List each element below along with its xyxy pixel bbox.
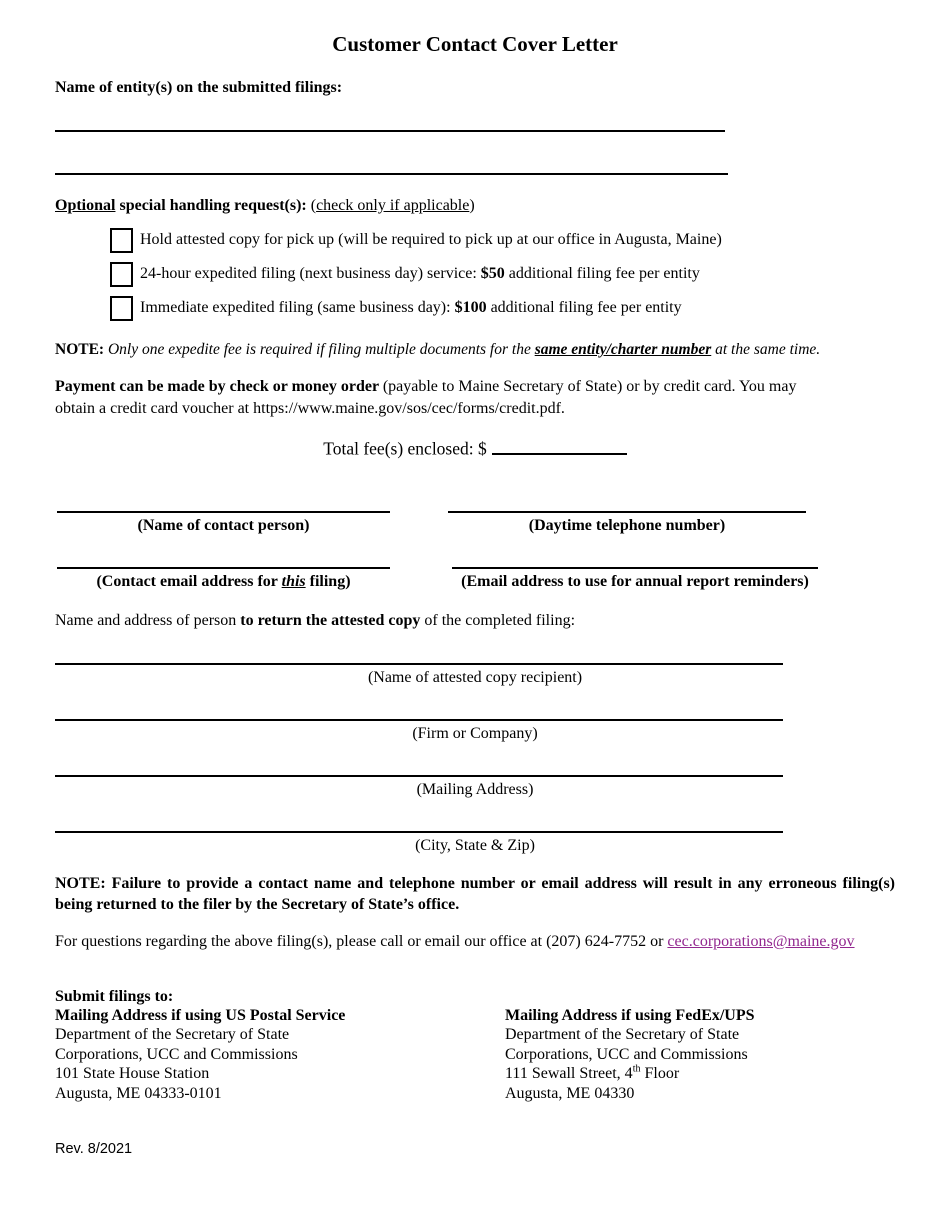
- attested-copy-intro: Name and address of person to return the attested copy of the completed filing:: [55, 611, 576, 629]
- payment-line-1: Payment can be made by check or money order (payable to Maine Secretary of State) or by credit card. You may: [55, 378, 797, 395]
- address-columns: [55, 1006, 895, 1104]
- recipient-name-label: (Name of attested copy recipient): [367, 668, 583, 686]
- fedex-line-2: Corporations, UCC and Commissions: [505, 1045, 748, 1063]
- revision-date: Rev. 8/2021: [55, 1141, 133, 1157]
- entity-name-line-2[interactable]: [55, 173, 728, 175]
- usps-heading: Mailing Address if using US Postal Service: [55, 1006, 346, 1024]
- usps-line-4: Augusta, ME 04333-0101: [55, 1084, 222, 1102]
- payment-paragraph: [55, 376, 895, 420]
- submit-filings-section: [55, 988, 895, 1104]
- city-state-zip-blank[interactable]: [55, 831, 783, 833]
- checkbox-24hour-expedite[interactable]: [110, 262, 133, 287]
- total-fee-blank[interactable]: [492, 437, 627, 455]
- contact-row-1: [55, 511, 895, 535]
- checkbox-immediate-expedite[interactable]: [110, 296, 133, 321]
- return-attested-copy-emphasis: to return the attested copy: [240, 611, 421, 629]
- questions-line: For questions regarding the above filing(s), please call or email our office at (207) 624-7752 or cec.corporations@maine.gov: [55, 932, 855, 950]
- usps-address-column: [55, 1006, 505, 1104]
- contact-email-label: (Contact email address for this filing): [96, 572, 351, 590]
- firm-company-blank[interactable]: [55, 719, 783, 721]
- failure-warning-note: NOTE: Failure to provide a contact name and telephone number or email address will result in any erroneous filing(s) being returned to the filer by the Secretary of State’s office.: [55, 874, 895, 913]
- total-fee-row: [55, 437, 895, 460]
- fedex-line-3: 111 Sewall Street, 4th Floor: [505, 1063, 680, 1082]
- check-only-text: check only if applicable: [316, 197, 470, 214]
- contact-name-blank[interactable]: [57, 511, 390, 513]
- usps-line-1: Department of the Secretary of State: [55, 1026, 290, 1043]
- fedex-heading: Mailing Address if using FedEx/UPS: [505, 1006, 755, 1024]
- contact-grid: [55, 511, 895, 591]
- reminder-email-blank[interactable]: [452, 567, 818, 569]
- option-row-hold-pickup: [110, 223, 895, 257]
- email-link[interactable]: cec.corporations@maine.gov: [667, 932, 855, 950]
- mailing-address-label: (Mailing Address): [416, 780, 534, 798]
- firm-company-field: [55, 719, 895, 743]
- mailing-address-field: [55, 775, 895, 799]
- entity-filings-label: Name of entity(s) on the submitted filings:: [55, 79, 343, 96]
- special-handling-options: [55, 223, 895, 325]
- recipient-name-blank[interactable]: [55, 663, 783, 665]
- total-fee-label: Total fee(s) enclosed: $: [323, 438, 487, 459]
- contact-name-cell: [57, 511, 390, 535]
- contact-row-2: [55, 567, 895, 591]
- recipient-name-field: [55, 663, 895, 687]
- page-title: Customer Contact Cover Letter: [332, 32, 618, 56]
- same-entity-emphasis: same entity/charter number: [534, 341, 712, 358]
- submit-heading: Submit filings to:: [55, 987, 174, 1005]
- payment-line-2: obtain a credit card voucher at https://www.maine.gov/sos/cec/forms/credit.pdf.: [55, 400, 565, 417]
- phone-cell: [448, 511, 806, 535]
- option-label-24hour: 24-hour expedited filing (next business day) service: $50 additional filing fee per entity: [140, 265, 700, 282]
- optional-handling-heading: [55, 197, 895, 215]
- mailing-address-blank[interactable]: [55, 775, 783, 777]
- paren-open: (: [310, 197, 317, 214]
- city-state-zip-field: [55, 831, 895, 855]
- firm-company-label: (Firm or Company): [412, 724, 538, 742]
- city-state-zip-label: (City, State & Zip): [415, 836, 535, 854]
- option-row-immediate: [110, 291, 895, 325]
- reminder-email-label: (Email address to use for annual report reminders): [461, 572, 809, 590]
- contact-email-cell: [57, 567, 390, 591]
- fedex-line-1: Department of the Secretary of State: [505, 1026, 740, 1043]
- option-row-24hour: [110, 257, 895, 291]
- expedite-fee-note: NOTE: Only one expedite fee is required if filing multiple documents for the same entity/charter number at the same time.: [55, 341, 821, 358]
- contact-email-blank[interactable]: [57, 567, 390, 569]
- entity-name-line-1[interactable]: [55, 130, 725, 132]
- option-label-hold-pickup: Hold attested copy for pick up (will be required to pick up at our office in Augusta, Maine): [140, 231, 722, 248]
- usps-line-3: 101 State House Station: [55, 1065, 210, 1082]
- fedex-address-column: [505, 1006, 895, 1104]
- paren-close: ): [469, 197, 475, 214]
- phone-label: (Daytime telephone number): [528, 516, 726, 534]
- optional-word: Optional: [55, 197, 116, 214]
- optional-rest: special handling request(s):: [115, 197, 311, 214]
- fedex-line-4: Augusta, ME 04330: [505, 1084, 635, 1102]
- this-emphasis: this: [281, 572, 306, 590]
- phone-blank[interactable]: [448, 511, 806, 513]
- option-label-immediate: Immediate expedited filing (same business day): $100 additional filing fee per entity: [140, 299, 682, 316]
- checkbox-hold-pickup[interactable]: [110, 228, 133, 253]
- usps-line-2: Corporations, UCC and Commissions: [55, 1045, 298, 1063]
- reminder-email-cell: [440, 567, 830, 591]
- contact-name-label: (Name of contact person): [137, 516, 310, 534]
